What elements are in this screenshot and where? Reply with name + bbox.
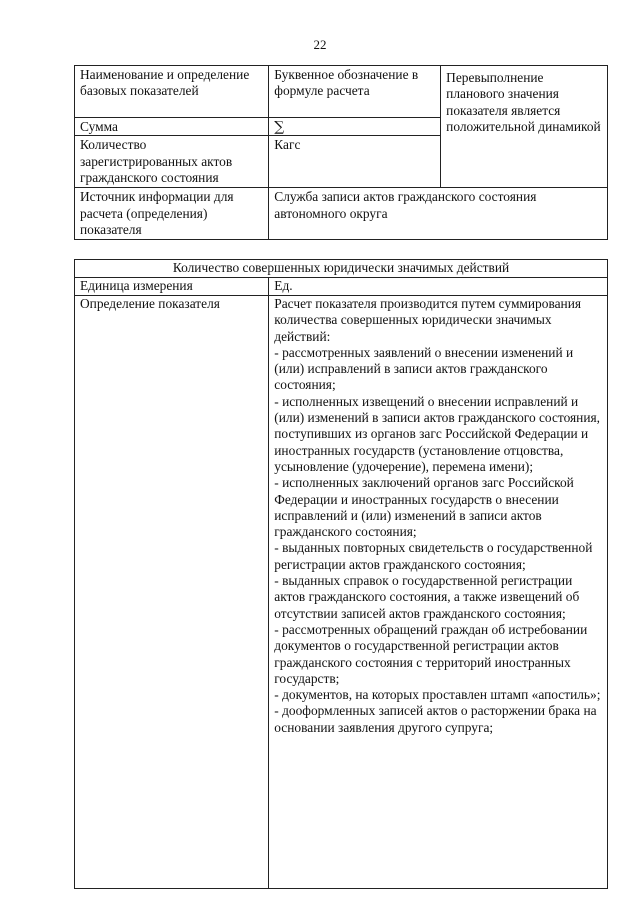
- table-row: [75, 296, 608, 889]
- table-row: [75, 188, 608, 240]
- row-sum-symbol: ∑: [269, 118, 441, 136]
- list-item: - выданных повторных свидетельств о государственной регистрации актов гражданского состояния;: [274, 540, 593, 572]
- header-formula-symbol: Буквенное обозначение в формуле расчета: [269, 66, 441, 118]
- list-item: - документов, на которых проставлен штамп «апостиль»;: [274, 687, 601, 703]
- row-acts-symbol: Кагс: [269, 136, 441, 188]
- table-row: [75, 260, 608, 278]
- indicator-title: Количество совершенных юридически значимых действий: [75, 260, 608, 278]
- row-sum-name: Сумма: [75, 118, 269, 136]
- unit-label: Единица измерения: [75, 278, 269, 296]
- page-number: 22: [313, 37, 327, 52]
- list-item: - дооформленных записей актов о расторжении брака на основании заявления другого супруга;: [274, 703, 597, 735]
- base-indicators-table: [74, 65, 608, 240]
- list-item: - исполненных извещений о внесении исправлений и (или) изменений в записи актов гражданского состояния, поступивших из органов загс Российской Федерации и иностранных государств (установление отцовства, усыновление (удочерение), перемена имени);: [274, 393, 601, 474]
- unit-value: Ед.: [269, 278, 608, 296]
- source-value: Служба записи актов гражданского состояния автономного округа: [269, 188, 608, 240]
- table-row: [75, 278, 608, 296]
- row-acts-name: Количество зарегистрированных актов гражданского состояния: [75, 136, 269, 188]
- header-dynamics-note: Перевыполнение планового значения показателя является положительной динамикой: [441, 66, 608, 188]
- legal-actions-table: [74, 259, 608, 889]
- list-item: - выданных справок о государственной регистрации актов гражданского состояния, а также извещений об отсутствии записей актов гражданского состояния;: [274, 573, 580, 621]
- source-label: Источник информации для расчета (определения) показателя: [75, 188, 269, 240]
- list-item: - рассмотренных заявлений о внесении изменений и (или) исправлений в записи актов гражданского состояния;: [274, 344, 574, 393]
- definition-text: [269, 296, 608, 889]
- definition-label: Определение показателя: [75, 296, 269, 889]
- list-item: - исполненных заключений органов загс Российской Федерации и иностранных государств о внесении исправлений и (или) изменений в записи актов гражданского состояния;: [274, 475, 574, 540]
- table-row: [75, 66, 608, 118]
- definition-intro: Расчет показателя производится путем суммирования количества совершенных юридически значимых действий:: [274, 296, 582, 344]
- list-item: - рассмотренных обращений граждан об истребовании документов о государственной регистрации актов гражданского состояния с территорий иностранных государств;: [274, 621, 588, 686]
- header-indicator-name: Наименование и определение базовых показателей: [75, 66, 269, 118]
